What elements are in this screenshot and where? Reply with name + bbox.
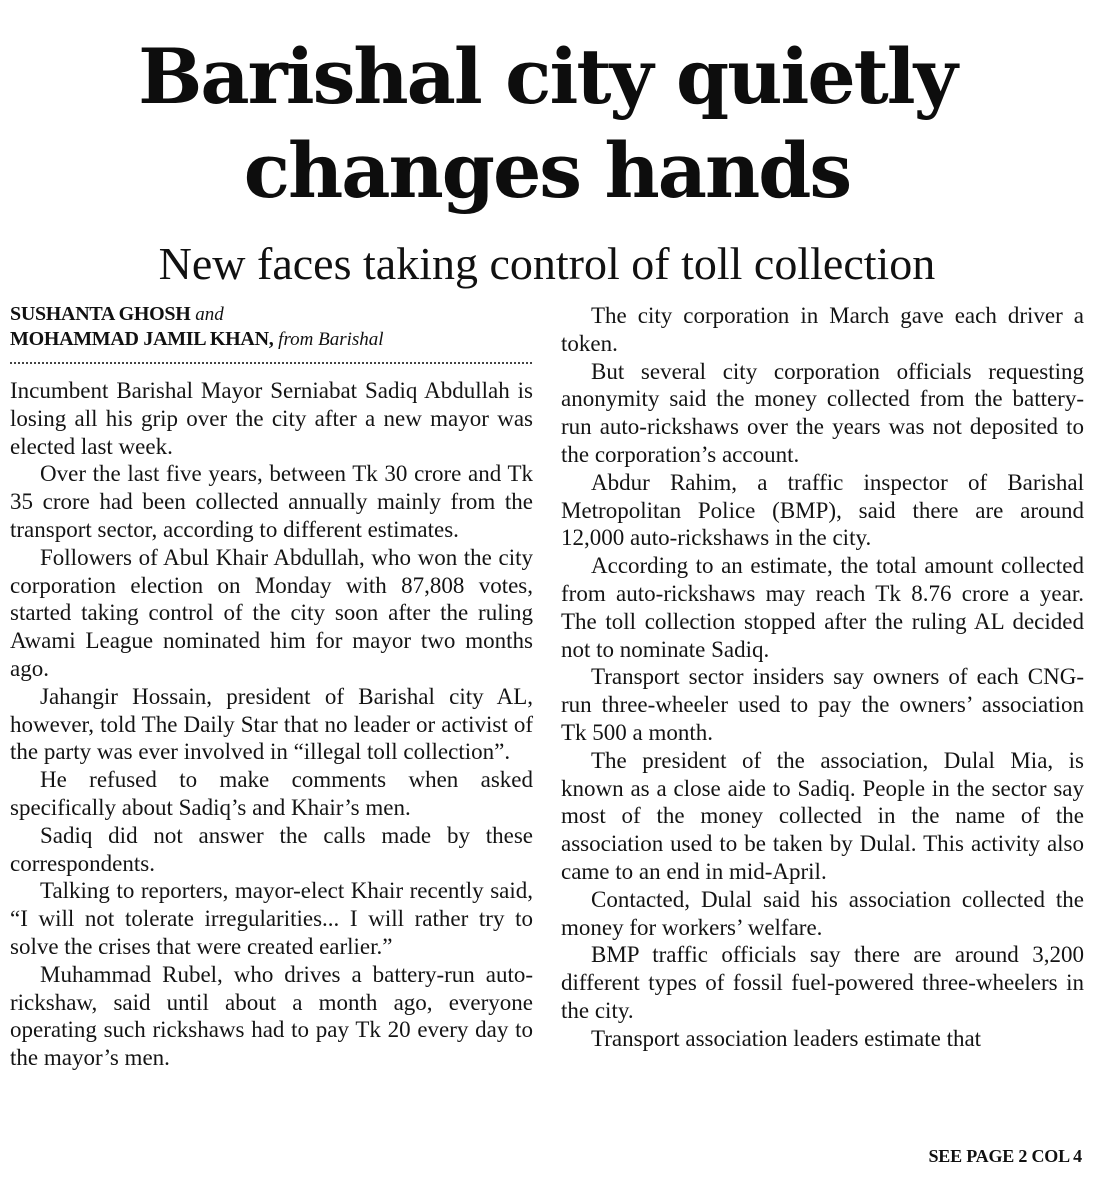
paragraph: Incumbent Barishal Mayor Serniabat Sadiq Abdullah is losing all his grip over the city after a new mayor was elected last week. <box>10 378 533 459</box>
byline-line-1 <box>10 302 532 327</box>
byline-line-2 <box>10 327 532 352</box>
paragraph: Jahangir Hossain, president of Barishal city AL, however, told The Daily Star that no leader or activist of the party was ever involved in “illegal toll collection”. <box>10 683 533 765</box>
author-2: MOHAMMAD JAMIL KHAN, <box>10 328 274 350</box>
byline <box>10 302 532 352</box>
subheadline: New faces taking control of toll collection <box>158 238 936 289</box>
paragraph: Over the last five years, between Tk 30 crore and Tk 35 crore had been collected annually mainly from the transport sector, according to different estimates. <box>10 461 533 542</box>
paragraph: BMP traffic officials say there are around 3,200 different types of fossil fuel-powered three-wheelers in the city. <box>561 942 1084 1023</box>
paragraph: The president of the association, Dulal Mia, is known as a close aide to Sadiq. People in the sector say most of the money collected in the name of the association used to be taken by Dulal. This activity also came to an end in mid-April. <box>561 747 1084 884</box>
paragraph: Talking to reporters, mayor-elect Khair recently said, “I will not tolerate irregularities... I will rather try to solve the crises that were created earlier.” <box>10 878 533 959</box>
headline <box>0 30 1094 218</box>
byline-divider <box>10 362 532 364</box>
paragraph: He refused to make comments when asked specifically about Sadiq’s and Khair’s men. <box>10 767 533 820</box>
byline-conjunction: and <box>195 304 224 325</box>
author-1: SUSHANTA GHOSH <box>10 303 191 325</box>
paragraph: The city corporation in March gave each driver a token. <box>561 303 1084 356</box>
paragraph: Contacted, Dulal said his association collected the money for workers’ welfare. <box>561 886 1084 940</box>
article-column-right <box>561 302 1084 1053</box>
paragraph: Transport association leaders estimate that <box>591 1025 982 1051</box>
paragraph: Abdur Rahim, a traffic inspector of Barishal Metropolitan Police (BMP), said there are around 12,000 auto-rickshaws in the city. <box>561 469 1084 551</box>
headline-line-1: Barishal city quietly <box>138 32 956 121</box>
dateline: from Barishal <box>278 329 384 350</box>
paragraph: Sadiq did not answer the calls made by these correspondents. <box>10 822 533 876</box>
continuation-note: SEE PAGE 2 COL 4 <box>928 1146 1082 1166</box>
paragraph: According to an estimate, the total amount collected from auto-rickshaws may reach Tk 8.76 crore a year. The toll collection stopped after the ruling AL decided not to nominate Sadiq. <box>561 553 1084 662</box>
paragraph: Transport sector insiders say owners of each CNG-run three-wheeler used to pay the owners’ association Tk 500 a month. <box>561 664 1084 745</box>
paragraph: But several city corporation officials requesting anonymity said the money collected from the battery-run auto-rickshaws over the years was not deposited to the corporation’s account. <box>561 358 1084 467</box>
paragraph: Muhammad Rubel, who drives a battery-run auto-rickshaw, said until about a month ago, everyone operating such rickshaws had to pay Tk 20 every day to the mayor’s men. <box>10 961 533 1071</box>
article-column-left <box>10 377 533 1072</box>
paragraph: Followers of Abul Khair Abdullah, who won the city corporation election on Monday with 87,808 votes, started taking control of the city soon after the ruling Awami League nominated him for mayor two months ago. <box>10 544 533 681</box>
headline-line-2: changes hands <box>243 126 851 215</box>
